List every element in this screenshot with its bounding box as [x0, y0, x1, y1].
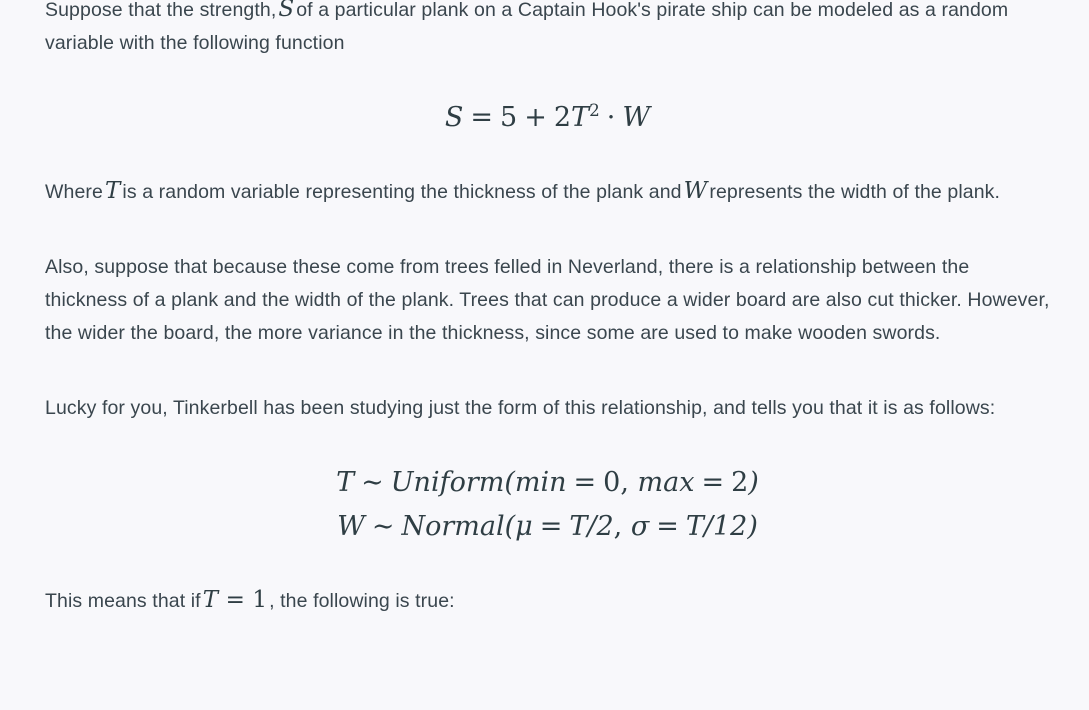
equation-strength-lhs: S: [444, 102, 464, 133]
equation-strength-dot-operator: ·: [606, 102, 616, 133]
dist-T-open-paren: (: [504, 467, 515, 498]
dist-W-comma: ,: [613, 511, 623, 542]
dist-W-param-sigma-value: T/12: [685, 511, 748, 542]
dist-W-param-mu-equals: =: [539, 511, 563, 542]
paragraph-1-part-2: of a particular plank on a Captain Hook's pirate ship can be modeled as a random variable with the following function: [45, 0, 1009, 54]
paragraph-5-part-2: , the following is true:: [269, 590, 455, 612]
paragraph-conclusion: [45, 585, 1050, 618]
dist-T-close-paren: ): [748, 467, 759, 498]
equation-strength-constant: 5: [500, 102, 518, 133]
dist-W-close-paren: ): [747, 511, 758, 542]
equation-strength-equals: =: [470, 102, 494, 133]
inline-math-W: W: [683, 178, 708, 204]
equation-strength-exponent: 2: [589, 100, 600, 120]
inline-math-T-var: T: [202, 587, 219, 613]
spacer-before-relationship: [45, 209, 1050, 251]
paragraph-2-part-2: is a random variable representing the thickness of the plank and: [122, 181, 682, 203]
dist-T-param-max-name: max: [637, 467, 695, 498]
paragraph-2-part-3: represents the width of the plank.: [709, 181, 1001, 203]
dist-W-param-sigma-equals: =: [656, 511, 679, 542]
paragraph-relationship-description: Also, suppose that because these come from trees felled in Neverland, there is a relationship between the thickness of a plank and the width of the plank. Trees that can produce a wider board are also cut thicker. However, the wider the board, the more variance in the thickness, since some are used to make wooden swords.: [45, 256, 1050, 344]
paragraph-2-part-1: Where: [45, 181, 103, 203]
paragraph-tinkerbell: Lucky for you, Tinkerbell has been studying just the form of this relationship, and tells you that it is as follows:: [45, 397, 996, 419]
dist-W-param-mu-value: T/2: [569, 511, 614, 542]
equation-strength-var-T: T: [571, 102, 590, 133]
equation-strength-plus: +: [524, 102, 547, 133]
inline-math-T: T: [104, 178, 121, 204]
dist-W-open-paren: (: [504, 511, 516, 542]
dist-W-param-sigma-name: σ: [630, 511, 650, 542]
spacer-after-intro: [45, 60, 1050, 96]
dist-T-tilde: ∼: [361, 467, 384, 498]
equation-strength-coefficient: 2: [553, 102, 572, 133]
equation-strength-var-W: W: [622, 102, 651, 133]
paragraph-1-part-1: Suppose that the strength,: [45, 0, 277, 21]
dist-T-param-max-equals: =: [701, 467, 725, 498]
equation-strength: [45, 96, 1050, 140]
inline-math-S: S: [278, 0, 295, 22]
dist-T-param-min-equals: =: [573, 467, 597, 498]
inline-math-equals: =: [225, 587, 245, 613]
dist-W-param-mu-name: μ: [515, 511, 533, 542]
dist-T-param-max-value: 2: [731, 467, 749, 498]
dist-T-name: Uniform: [390, 467, 505, 498]
paragraph-problem-intro: [45, 0, 1050, 60]
spacer-before-distributions: [45, 425, 1050, 461]
dist-T-param-min-value: 0: [603, 467, 621, 498]
document-body: [45, 0, 1050, 618]
spacer-after-equation: [45, 140, 1050, 176]
dist-T-variable: T: [336, 467, 355, 498]
dist-W-variable: W: [337, 511, 365, 542]
dist-W-tilde: ∼: [371, 511, 395, 542]
equation-distributions: [45, 461, 1050, 549]
paragraph-variable-definitions: [45, 176, 1050, 209]
equation-distribution-T: [45, 461, 1050, 505]
equation-distribution-W: [45, 505, 1050, 549]
dist-T-comma: ,: [620, 467, 629, 498]
spacer-before-conclusion: [45, 549, 1050, 585]
dist-T-param-min-name: min: [514, 467, 567, 498]
inline-math-T-equals-one: [201, 587, 269, 613]
dist-W-name: Normal: [401, 511, 505, 542]
spacer-before-tinkerbell: [45, 350, 1050, 392]
inline-math-value-one: 1: [252, 587, 268, 613]
paragraph-5-part-1: This means that if: [45, 590, 201, 612]
